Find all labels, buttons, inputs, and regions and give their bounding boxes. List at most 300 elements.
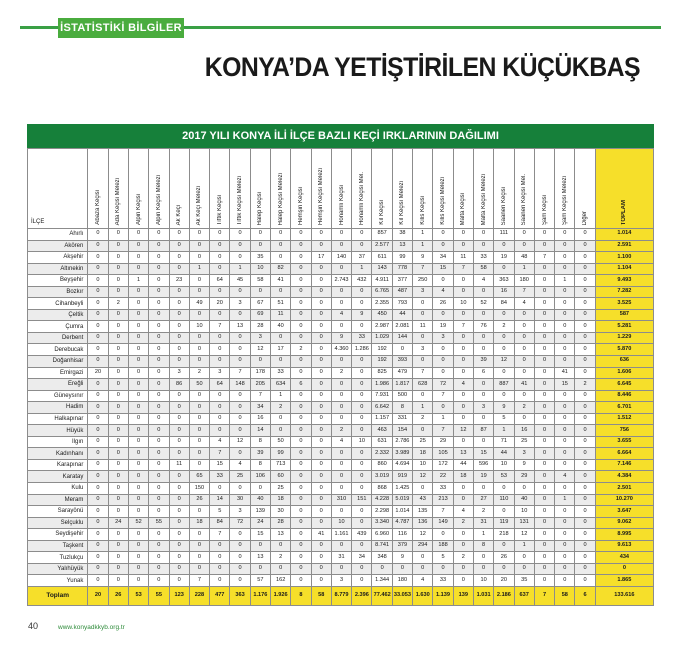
table-cell: 0 (534, 229, 554, 241)
table-cell: 14 (210, 494, 230, 506)
table-cell: 0 (555, 552, 575, 564)
table-cell: 2 (291, 344, 311, 356)
table-cell: 0 (169, 517, 189, 529)
row-total: 4.384 (595, 471, 653, 483)
table-cell: 0 (575, 413, 595, 425)
table-cell: 0 (534, 471, 554, 483)
table-cell: 4 (473, 275, 493, 287)
table-cell: 0 (88, 321, 108, 333)
table-row (28, 321, 654, 333)
table-cell: 0 (575, 309, 595, 321)
table-cell: 0 (331, 563, 351, 575)
table-cell: 0 (108, 252, 128, 264)
table-cell: 0 (210, 552, 230, 564)
table-cell: 1 (271, 390, 291, 402)
table-cell: 2 (514, 402, 534, 414)
table-cell: 16 (514, 425, 534, 437)
table-cell: 0 (453, 563, 473, 575)
table-cell: 4 (413, 575, 433, 587)
table-cell: 0 (291, 275, 311, 287)
table-cell: 0 (291, 575, 311, 587)
table-cell: 0 (88, 356, 108, 368)
table-cell: 0 (88, 540, 108, 552)
table-cell: 4 (331, 436, 351, 448)
table-cell: 0 (311, 506, 331, 518)
table-cell: 0 (108, 494, 128, 506)
table-cell: 0 (88, 552, 108, 564)
table-cell: 4.360 (331, 344, 351, 356)
table-cell: 1 (473, 529, 493, 541)
footer-cell: 8 (291, 586, 311, 605)
table-cell: 0 (108, 229, 128, 241)
table-cell: 0 (210, 575, 230, 587)
grand-total: 133.616 (595, 586, 653, 605)
table-cell: 34 (433, 252, 453, 264)
table-cell: 0 (413, 483, 433, 495)
table-cell: 0 (108, 506, 128, 518)
table-cell: 0 (352, 286, 372, 298)
table-cell: 0 (230, 240, 250, 252)
table-cell: 4 (230, 459, 250, 471)
table-cell: 0 (291, 252, 311, 264)
table-cell: 0 (291, 298, 311, 310)
table-cell: 3 (230, 298, 250, 310)
table-footer-row (28, 586, 654, 605)
table-cell: 0 (189, 529, 209, 541)
table-cell: 38 (392, 229, 412, 241)
table-cell: 2 (331, 425, 351, 437)
table-cell: 1.161 (331, 529, 351, 541)
table-cell: 2 (189, 367, 209, 379)
table-cell: 0 (189, 240, 209, 252)
table-cell: 0 (331, 413, 351, 425)
table-cell: 0 (311, 240, 331, 252)
table-cell: 19 (473, 471, 493, 483)
table-cell: 1.014 (392, 506, 412, 518)
table-cell: 82 (271, 263, 291, 275)
column-header-label: Honamlı Keçisi Mel. (358, 171, 365, 225)
column-header-label: Ada Keçisi Melezi (115, 177, 122, 225)
table-cell: 67 (250, 298, 270, 310)
table-cell: 35 (514, 575, 534, 587)
table-cell: 0 (210, 483, 230, 495)
table-cell: 0 (311, 540, 331, 552)
table-cell: 0 (88, 494, 108, 506)
table-cell: 0 (433, 356, 453, 368)
table-cell: 0 (108, 275, 128, 287)
table-cell: 0 (534, 529, 554, 541)
column-header (534, 149, 554, 229)
table-cell: 8.741 (372, 540, 392, 552)
column-header (413, 149, 433, 229)
table-cell: 0 (555, 436, 575, 448)
table-cell: 0 (169, 436, 189, 448)
table-cell: 0 (88, 263, 108, 275)
table-cell: 20 (494, 575, 514, 587)
table-cell: 0 (291, 494, 311, 506)
table-cell: 0 (169, 344, 189, 356)
table-cell: 0 (169, 321, 189, 333)
table-cell: 0 (311, 229, 331, 241)
table-cell: 0 (230, 448, 250, 460)
table-cell: 0 (575, 402, 595, 414)
table-cell: 0 (473, 379, 493, 391)
table-cell: 0 (494, 240, 514, 252)
table-cell: 64 (210, 379, 230, 391)
table-cell: 10 (494, 459, 514, 471)
table-cell: 857 (372, 229, 392, 241)
table-cell: 0 (108, 540, 128, 552)
table-cell: 0 (250, 229, 270, 241)
district-name: Selçuklu (28, 517, 88, 529)
table-cell: 0 (331, 540, 351, 552)
table-cell: 116 (392, 529, 412, 541)
table-cell: 0 (534, 413, 554, 425)
table-cell: 0 (250, 356, 270, 368)
table-cell: 10 (352, 436, 372, 448)
table-cell: 0 (311, 390, 331, 402)
table-cell: 439 (352, 529, 372, 541)
table-cell: 0 (189, 563, 209, 575)
table-cell: 0 (149, 494, 169, 506)
table-cell: 33 (473, 252, 493, 264)
table-cell: 12 (250, 344, 270, 356)
table-cell: 0 (210, 309, 230, 321)
table-cell: 30 (230, 494, 250, 506)
table-cell: 0 (453, 390, 473, 402)
footer-cell: 77.462 (372, 586, 392, 605)
table-cell: 2 (453, 517, 473, 529)
table-cell: 9 (413, 252, 433, 264)
table-cell: 2 (108, 298, 128, 310)
website-link[interactable]: www.konyadkkyb.org.tr (58, 624, 125, 631)
table-cell: 0 (352, 575, 372, 587)
table-cell: 0 (128, 298, 148, 310)
table-cell: 7 (230, 367, 250, 379)
table-cell: 0 (352, 425, 372, 437)
table-cell: 178 (250, 367, 270, 379)
table-cell: 0 (555, 240, 575, 252)
table-cell: 4.911 (372, 275, 392, 287)
table-cell: 40 (250, 494, 270, 506)
row-total: 1.104 (595, 263, 653, 275)
page-title: KONYA’DA YETİŞTİRİLEN KÜÇÜKBAŞ (204, 52, 640, 82)
table-cell: 0 (311, 332, 331, 344)
table-cell: 0 (149, 459, 169, 471)
table-cell: 0 (230, 540, 250, 552)
column-header-label: Malta Keçisi Melezi (480, 173, 487, 225)
table-cell: 0 (128, 321, 148, 333)
table-cell: 0 (352, 321, 372, 333)
table-cell: 1.817 (392, 379, 412, 391)
table-cell: 0 (230, 390, 250, 402)
table-cell: 0 (291, 413, 311, 425)
column-header (189, 149, 209, 229)
table-cell: 0 (108, 402, 128, 414)
table-cell: 64 (210, 275, 230, 287)
district-name: Hadim (28, 402, 88, 414)
table-cell: 0 (189, 448, 209, 460)
table-cell: 0 (169, 483, 189, 495)
table-cell: 0 (555, 321, 575, 333)
table-cell: 0 (291, 309, 311, 321)
table-cell: 463 (372, 425, 392, 437)
table-cell: 4.787 (392, 517, 412, 529)
table-cell: 0 (575, 321, 595, 333)
table-cell: 0 (169, 332, 189, 344)
table-cell: 139 (250, 506, 270, 518)
table-cell: 0 (352, 229, 372, 241)
table-cell: 0 (189, 436, 209, 448)
table-cell: 0 (555, 425, 575, 437)
table-cell: 0 (392, 563, 412, 575)
table-cell: 1 (230, 263, 250, 275)
column-header-label: Saanen Keçisi Mel. (521, 173, 528, 225)
column-header (372, 149, 392, 229)
table-cell: 0 (453, 356, 473, 368)
table-cell: 86 (169, 379, 189, 391)
table-cell: 0 (169, 563, 189, 575)
table-cell: 3 (230, 506, 250, 518)
table-cell: 0 (149, 402, 169, 414)
district-name: Ahırlı (28, 229, 88, 241)
table-cell: 15 (555, 379, 575, 391)
table-cell: 0 (108, 483, 128, 495)
table-cell: 1.344 (372, 575, 392, 587)
table-cell: 0 (149, 506, 169, 518)
column-header-label: Alpin Keçisi (135, 193, 142, 225)
table-cell: 0 (555, 540, 575, 552)
table-cell: 0 (514, 332, 534, 344)
table-cell: 0 (88, 275, 108, 287)
column-header (149, 149, 169, 229)
district-name: Çeltik (28, 309, 88, 321)
table-cell: 0 (534, 575, 554, 587)
table-cell: 8 (250, 459, 270, 471)
table-cell: 0 (453, 483, 473, 495)
table-cell: 0 (575, 436, 595, 448)
table-cell: 0 (331, 459, 351, 471)
table-cell: 7 (453, 321, 473, 333)
table-cell: 0 (413, 309, 433, 321)
table-cell: 0 (352, 367, 372, 379)
table-row (28, 471, 654, 483)
table-cell: 28 (250, 321, 270, 333)
table-cell: 0 (88, 471, 108, 483)
page-number: 40 (28, 621, 39, 631)
table-cell: 0 (575, 263, 595, 275)
table-cell: 12 (514, 529, 534, 541)
table-cell: 0 (311, 379, 331, 391)
table-cell: 0 (473, 413, 493, 425)
table-cell: 99 (271, 448, 291, 460)
table-cell: 0 (108, 344, 128, 356)
table-cell: 4 (453, 379, 473, 391)
table-cell: 0 (189, 309, 209, 321)
table-row (28, 356, 654, 368)
table-cell: 0 (555, 448, 575, 460)
table-cell: 23 (169, 275, 189, 287)
table-cell: 0 (149, 413, 169, 425)
table-cell: 0 (534, 494, 554, 506)
table-cell: 0 (534, 436, 554, 448)
table-cell: 0 (555, 298, 575, 310)
table-row (28, 298, 654, 310)
column-header (88, 149, 108, 229)
table-cell: 0 (128, 540, 148, 552)
table-cell: 0 (230, 575, 250, 587)
table-cell: 0 (331, 286, 351, 298)
table-cell: 0 (128, 448, 148, 460)
table-cell: 106 (250, 471, 270, 483)
table-cell: 9 (352, 309, 372, 321)
table-cell: 6.642 (372, 402, 392, 414)
table-cell: 13 (392, 240, 412, 252)
table-cell: 0 (128, 471, 148, 483)
table-cell: 0 (534, 425, 554, 437)
table-cell: 0 (534, 402, 554, 414)
table-cell: 0 (149, 540, 169, 552)
table-row (28, 390, 654, 402)
table-cell: 0 (291, 356, 311, 368)
district-name: Akören (28, 240, 88, 252)
table-cell: 3 (210, 367, 230, 379)
table-cell: 149 (433, 517, 453, 529)
table-cell: 0 (149, 448, 169, 460)
table-cell: 6 (291, 379, 311, 391)
table-cell: 0 (534, 563, 554, 575)
table-row (28, 252, 654, 264)
table-cell: 1.425 (392, 483, 412, 495)
table-cell: 12 (494, 356, 514, 368)
table-cell: 0 (149, 483, 169, 495)
table-cell: 0 (149, 332, 169, 344)
table-cell: 18 (189, 517, 209, 529)
table-cell: 0 (88, 436, 108, 448)
table-cell: 0 (271, 286, 291, 298)
table-cell: 0 (210, 390, 230, 402)
table-cell: 3.340 (372, 517, 392, 529)
table-cell: 0 (88, 252, 108, 264)
table-cell: 0 (271, 240, 291, 252)
table-row (28, 506, 654, 518)
table-cell: 0 (534, 275, 554, 287)
table-cell: 7 (433, 425, 453, 437)
table-cell: 0 (352, 483, 372, 495)
table-cell: 0 (108, 286, 128, 298)
table-cell: 180 (392, 575, 412, 587)
table-cell: 0 (230, 344, 250, 356)
table-cell: 0 (331, 321, 351, 333)
table-cell: 0 (453, 229, 473, 241)
table-cell: 5 (494, 413, 514, 425)
table-cell: 0 (291, 506, 311, 518)
section-tag: İSTATİSTİKİ BİLGİLER (58, 18, 184, 38)
table-cell: 0 (352, 517, 372, 529)
table-cell: 0 (413, 390, 433, 402)
district-name: Kulu (28, 483, 88, 495)
table-cell: 0 (88, 529, 108, 541)
table-cell: 15 (433, 263, 453, 275)
table-cell: 0 (514, 240, 534, 252)
table-cell: 0 (108, 356, 128, 368)
table-cell: 50 (189, 379, 209, 391)
table-cell: 0 (433, 275, 453, 287)
table-cell: 868 (372, 483, 392, 495)
table-cell: 3 (169, 367, 189, 379)
table-cell: 0 (473, 229, 493, 241)
table-cell: 0 (169, 229, 189, 241)
table-cell: 0 (494, 506, 514, 518)
district-name: Altınekin (28, 263, 88, 275)
column-header (473, 149, 493, 229)
table-row (28, 344, 654, 356)
table-cell: 2 (271, 552, 291, 564)
table-cell: 84 (494, 298, 514, 310)
column-header-label: Ak Keçi (176, 204, 183, 225)
table-cell: 0 (230, 529, 250, 541)
table-cell: 44 (392, 309, 412, 321)
row-total: 7.282 (595, 286, 653, 298)
table-row (28, 379, 654, 391)
row-total: 1.014 (595, 229, 653, 241)
table-cell: 0 (453, 575, 473, 587)
table-cell: 0 (189, 252, 209, 264)
table-cell: 119 (494, 517, 514, 529)
table-cell: 10 (250, 263, 270, 275)
table-cell: 0 (514, 356, 534, 368)
table-cell: 0 (291, 390, 311, 402)
table-cell: 0 (210, 240, 230, 252)
table-cell: 0 (331, 506, 351, 518)
table-cell: 0 (534, 286, 554, 298)
table-cell: 8 (473, 540, 493, 552)
table-cell: 0 (494, 309, 514, 321)
row-total: 1.865 (595, 575, 653, 587)
table-cell: 1.986 (372, 379, 392, 391)
table-cell: 0 (189, 356, 209, 368)
table-cell: 0 (88, 483, 108, 495)
district-name: Seydişehir (28, 529, 88, 541)
table-cell: 6.765 (372, 286, 392, 298)
table-cell: 0 (534, 367, 554, 379)
table-cell: 0 (149, 390, 169, 402)
table-cell: 172 (433, 459, 453, 471)
table-cell: 0 (473, 286, 493, 298)
table-cell: 143 (372, 263, 392, 275)
table-cell: 0 (189, 229, 209, 241)
footer-cell: 477 (210, 586, 230, 605)
table-cell: 0 (311, 575, 331, 587)
table-cell: 0 (271, 332, 291, 344)
footer-cell: 33.053 (392, 586, 412, 605)
table-cell: 58 (250, 275, 270, 287)
row-total: 6.701 (595, 402, 653, 414)
table-cell: 17 (271, 344, 291, 356)
table-cell: 0 (88, 344, 108, 356)
column-header-label: Hemşin Keçisi Melezi (318, 167, 325, 225)
table-cell: 0 (169, 309, 189, 321)
table-cell: 0 (169, 356, 189, 368)
table-cell: 0 (575, 494, 595, 506)
table-cell: 634 (271, 379, 291, 391)
table-cell: 13 (453, 448, 473, 460)
table-cell: 0 (189, 344, 209, 356)
table-cell: 0 (88, 575, 108, 587)
table-cell: 500 (392, 390, 412, 402)
table-cell: 0 (311, 459, 331, 471)
table-cell: 0 (291, 459, 311, 471)
